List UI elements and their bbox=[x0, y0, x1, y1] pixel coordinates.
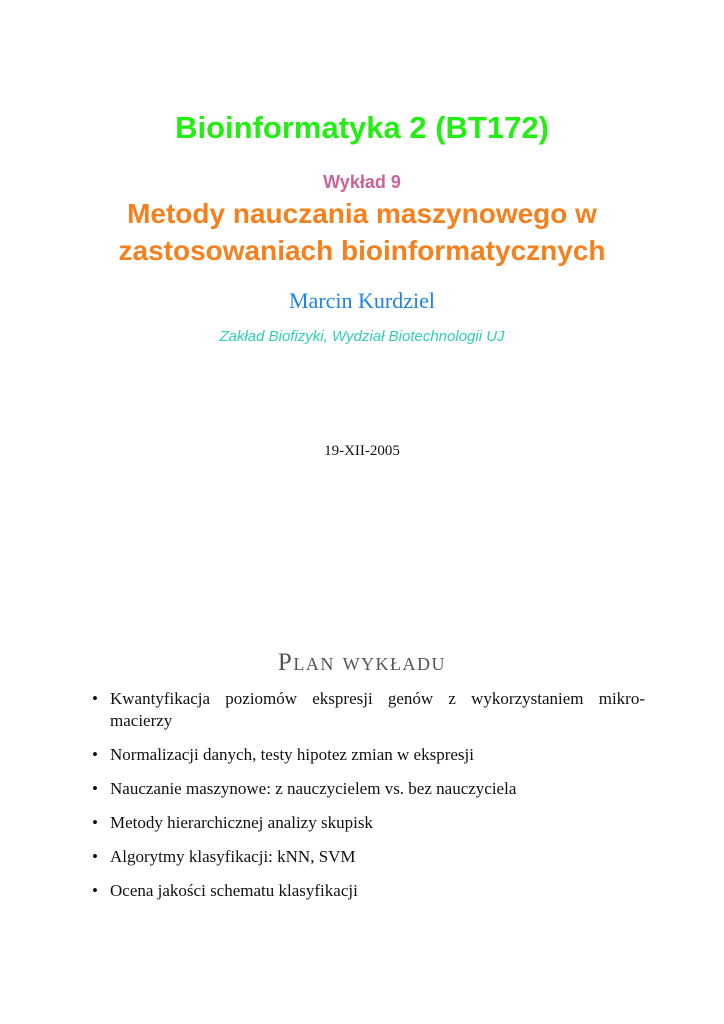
bullet-icon: • bbox=[92, 689, 98, 708]
plan-item-text-line-1: Kwantyfikacja poziomów ekspresji genów z wykorzystaniem mikro- bbox=[110, 689, 645, 708]
author-affiliation: Zakład Biofizyki, Wydział Biotechnologii UJ bbox=[219, 328, 505, 345]
plan-item bbox=[90, 880, 645, 902]
plan-list bbox=[90, 688, 645, 914]
plan-item-text: Normalizacji danych, testy hipotez zmian w ekspresji bbox=[110, 745, 474, 764]
plan-item-text: Algorytmy klasyfikacji: kNN, SVM bbox=[110, 847, 356, 866]
lecture-date: 19-XII-2005 bbox=[324, 443, 400, 459]
author-name: Marcin Kurdziel bbox=[289, 288, 435, 313]
plan-heading: Plan wykładu bbox=[277, 649, 447, 676]
plan-item bbox=[90, 812, 645, 834]
course-title: Bioinformatyka 2 (BT172) bbox=[175, 110, 549, 145]
bullet-icon: • bbox=[92, 847, 98, 866]
plan-item bbox=[90, 688, 645, 732]
bullet-icon: • bbox=[92, 745, 98, 764]
plan-item-text: Nauczanie maszynowe: z nauczycielem vs. bez nauczyciela bbox=[110, 779, 517, 798]
lecture-title bbox=[0, 195, 724, 269]
plan-item-text-line-2: macierzy bbox=[110, 711, 173, 730]
plan-item bbox=[90, 778, 645, 800]
plan-item bbox=[90, 744, 645, 766]
lecture-number: Wykład 9 bbox=[323, 172, 401, 192]
bullet-icon: • bbox=[92, 881, 98, 900]
bullet-icon: • bbox=[92, 813, 98, 832]
lecture-title-line-2: zastosowaniach bioinformatycznych bbox=[118, 235, 606, 266]
plan-item-text: Metody hierarchicznej analizy skupisk bbox=[110, 813, 373, 832]
plan-item bbox=[90, 846, 645, 868]
bullet-icon: • bbox=[92, 779, 98, 798]
lecture-title-line-1: Metody nauczania maszynowego w bbox=[127, 198, 597, 229]
plan-item-text: Ocena jakości schematu klasyfikacji bbox=[110, 881, 358, 900]
